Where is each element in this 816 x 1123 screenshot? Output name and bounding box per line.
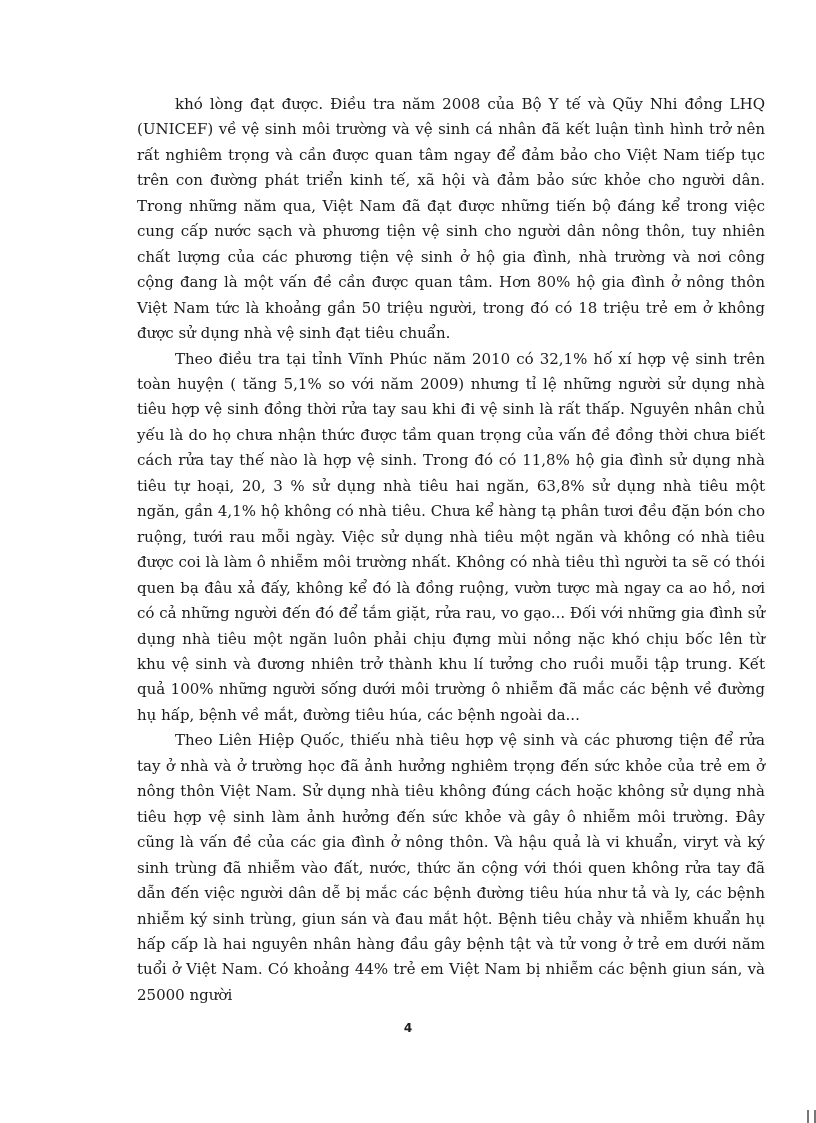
- page-number: 4: [403, 1021, 413, 1035]
- paragraph-3: Theo Liên Hiệp Quốc, thiếu nhà tiêu hợp vệ sinh và các phương tiện để rửa tay ở nhà và ở trường học đã ảnh hưởng nghiêm trọng đến sức khỏe của trẻ em ở nông thôn Việt Nam. Sử dụng nhà tiêu không đúng cách hoặc không sử dụng nhà tiêu hợp vệ sinh làm ảnh hưởng đến sức khỏe và gây ô nhiễm môi trường. Đây cũng là vấn đề của các gia đình ở nông thôn. Và hậu quả là vi khuẩn, viryt và ký sinh trùng đã nhiễm vào đất, nước, thức ăn cộng với thói quen không rửa tay đã dẫn đến việc người dân dễ bị mắc các bệnh đường tiêu húa như tả và ly, các bệnh nhiễm ký sinh trùng, giun sán và đau mắt hột. Bệnh tiêu chảy và nhiễm khuẩn hụ hấp cấp là hai nguyên nhân hàng đầu gây bệnh tật và tử vong ở trẻ em dưới năm tuổi ở Việt Nam. Có khoảng 44% trẻ em Việt Nam bị nhiễm các bệnh giun sán, và 25000 người: [137, 731, 765, 1004]
- paragraph-2: Theo điều tra tại tỉnh Vĩnh Phúc năm 2010 có 32,1% hố xí hợp vệ sinh trên toàn huyện ( tăng 5,1% so với năm 2009) nhưng tỉ lệ những người sử dụng nhà tiêu hợp vệ sinh đồng thời rửa tay sau khi đi vệ sinh là rất thấp. Nguyên nhân chủ yếu là do họ chưa nhận thức được tầm quan trọng của vấn đề đồng thời chưa biết cách rửa tay thế nào là hợp vệ sinh. Trong đó có 11,8% hộ gia đình sử dụng nhà tiêu tự hoại, 20, 3 % sử dụng nhà tiêu hai ngăn, 63,8% sử dụng nhà tiêu một ngăn, gần 4,1% hộ không có nhà tiêu. Chưa kể hàng tạ phân tươi đều đặn bón cho ruộng, tưới rau mỗi ngày. Việc sử dụng nhà tiêu một ngăn và không có nhà tiêu được coi là làm ô nhiễm môi trường nhất. Không có nhà tiêu thì người ta sẽ có thói quen bạ đâu xả đấy, không kể đó là đồng ruộng, vườn tược mà ngay ca ao hồ, nơi có cả những người đến đó để tắm giặt, rửa rau, vo gạo... Đối với những gia đình sử dụng nhà tiêu một ngăn luôn phải chịu đựng mùi nồng nặc khó chịu bốc lên từ khu vệ sinh và đương nhiên trở thành khu lí tưởng cho ruồi muỗi tập trung. Kết quả 100% những người sống dưới môi trường ô nhiễm đã mắc các bệnh về đường hụ hấp, bệnh về mắt, đường tiêu húa, các bệnh ngoài da...: [137, 349, 765, 724]
- corner-mark-line: [807, 1110, 809, 1123]
- corner-mark: [807, 1110, 816, 1123]
- body-text: [137, 92, 765, 1008]
- paragraph-1: khó lòng đạt được. Điều tra năm 2008 của Bộ Y tế và Qũy Nhi đồng LHQ (UNICEF) về vệ sinh môi trường và vệ sinh cá nhân đã kết luận tình hình trở nên rất nghiêm trọng và cần được quan tâm ngay để đảm bảo cho Việt Nam tiếp tục trên con đường phát triển kinh tế, xã hội và đảm bảo sức khỏe cho người dân. Trong những năm qua, Việt Nam đã đạt được những tiến bộ đáng kể trong việc cung cấp nước sạch và phương tiện vệ sinh cho người dân nông thôn, tuy nhiên chất lượng của các phương tiện vệ sinh ở hộ gia đình, nhà trường và nơi công cộng đang là một vấn đề cần được quan tâm. Hơn 80% hộ gia đình ở nông thôn Việt Nam tức là khoảng gần 50 triệu người, trong đó có 18 triệu trẻ em ở không được sử dụng nhà vệ sinh đạt tiêu chuẩn.: [137, 95, 765, 343]
